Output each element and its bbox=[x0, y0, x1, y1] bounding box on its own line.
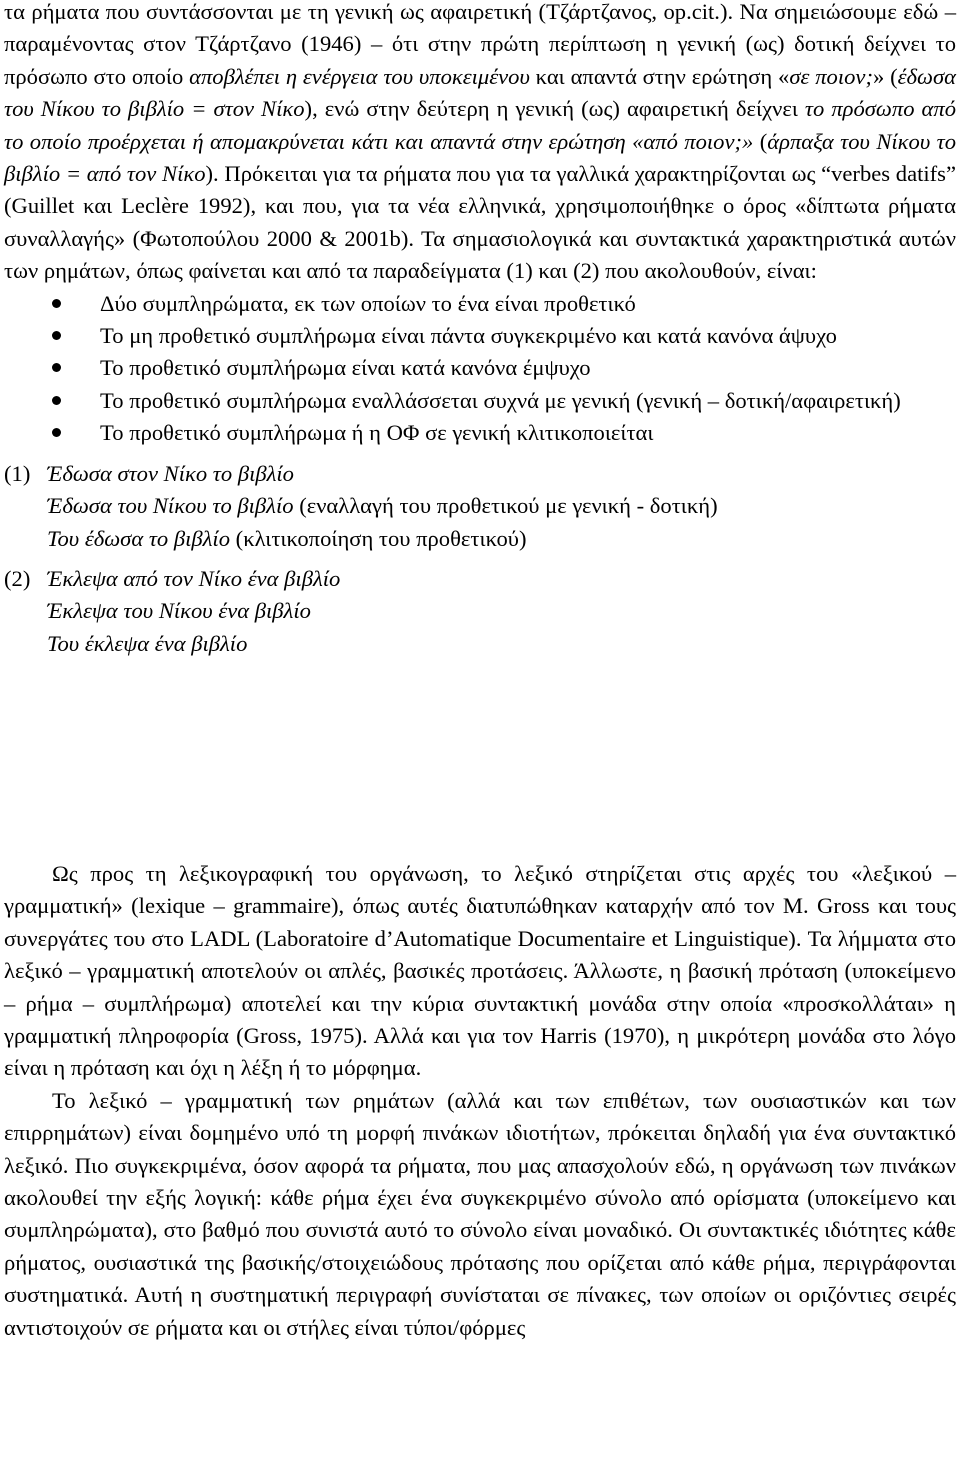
text-block-top bbox=[4, 0, 956, 660]
list-item-text: Το προθετικό συμπλήρωμα εναλλάσσεται συχνά με γενική (γενική – δοτική/αφαιρετική) bbox=[100, 387, 901, 413]
text-run: » ( bbox=[872, 63, 898, 89]
example-note: (εναλλαγή του προθετικού με γενική - δοτική) bbox=[293, 493, 718, 519]
list-item-text: Το προθετικό συμπλήρωμα είναι κατά κανόνα έμψυχο bbox=[100, 355, 591, 381]
bullet-icon bbox=[52, 331, 61, 340]
list-item-text: Δύο συμπληρώματα, εκ των οποίων το ένα είναι προθετικό bbox=[100, 290, 636, 316]
paragraph-intro bbox=[4, 0, 956, 288]
example-line bbox=[4, 628, 956, 660]
list-item bbox=[4, 385, 956, 417]
example-line bbox=[4, 523, 956, 555]
text-run: ), ενώ στην δεύτερη η γενική (ως) αφαιρετική δείχνει bbox=[304, 96, 805, 122]
example-line bbox=[4, 490, 956, 522]
example-note: (κλιτικοποίηση του προθετικού) bbox=[230, 525, 527, 551]
text-run-italic: σε ποιον; bbox=[789, 63, 873, 89]
bullet-icon bbox=[52, 428, 61, 437]
text-block-bottom bbox=[4, 858, 956, 1344]
list-item bbox=[4, 288, 956, 320]
example-line bbox=[4, 458, 956, 490]
text-run: τα ρήματα που συντάσσονται με τη γενική ως αφαιρετική (Τζάρτζανος, op.cit.). Να σημειώσουμε εδώ – παραμένοντας στον Τζάρτζανο (1946) – ότι στην πρώτη περίπτωση η γενική (ως) δοτική δείχνει το πρόσωπο στο οποίο bbox=[4, 0, 956, 89]
example-number: (2) bbox=[4, 565, 31, 591]
text-run-italic: έδωσα του Νίκου το βιβλίο = στον Νίκο bbox=[4, 63, 956, 122]
example-sentence: Του έκλεψα ένα βιβλίο bbox=[47, 630, 248, 656]
feature-list bbox=[4, 288, 956, 450]
text-run: ( bbox=[753, 128, 768, 154]
example-number: (1) bbox=[4, 460, 31, 486]
example-sentence: Του έδωσα το βιβλίο bbox=[47, 525, 231, 551]
list-item-text: Το μη προθετικό συμπλήρωμα είναι πάντα συγκεκριμένο και κατά κανόνα άψυχο bbox=[100, 323, 837, 349]
paragraph: Το λεξικό – γραμματική των ρημάτων (αλλά και των επιθέτων, των ουσιαστικών και των επιρρημάτων) είναι δομημένο υπό τη μορφή πινάκων ιδιοτήτων, πρόκειται δηλαδή για ένα συντακτικό λεξικό. Πιο συγκεκριμένα, όσον αφορά τα ρήματα, που μας απασχολούν εδώ, η οργάνωση των πινάκων ακολουθεί την εξής λογική: κάθε ρήμα έχει ένα συγκεκριμένο σύνολο από ορίσματα (υποκείμενο και συμπληρώματα), στο βαθμό που συνιστά αυτό το σύνολο είναι μοναδικό. Οι συντακτικές ιδιότητες κάθε ρήματος, ουσιαστικά της βασικής/στοιχειώδους πρότασης που ορίζεται από κάθε ρήμα, περιγράφονται συστηματικά. Αυτή η συστηματική περιγραφή συνίσταται σε πίνακες, των οποίων οι οριζόντιες σειρές αντιστοιχούν σε ρήματα και οι στήλες είναι τύποι/φόρμες bbox=[4, 1087, 956, 1340]
example-sentence: Έκλεψα του Νίκου ένα βιβλίο bbox=[47, 598, 311, 624]
list-item bbox=[4, 352, 956, 384]
paragraph: Ως προς τη λεξικογραφική του οργάνωση, το λεξικό στηρίζεται στις αρχές του «λεξικού – γραμματική» (lexique – grammaire), όπως αυτές διατυπώθηκαν καταρχήν από τον M. Gross και τους συνεργάτες του στο LADL (Laboratoire d’Automatique Documentaire et Linguistique). Τα λήμματα στο λεξικό – γραμματική αποτελούν οι απλές, βασικές προτάσεις. Άλλωστε, η βασική πρόταση (υποκείμενο – ρήμα – συμπλήρωμα) αποτελεί και την κύρια συντακτική μονάδα στην οποία «προσκολλάται» η γραμματική πληροφορία (Gross, 1975). Αλλά και για τον Harris (1970), η μικρότερη μονάδα στο λόγο είναι η πρόταση και όχι η λέξη ή το μόρφημα. bbox=[4, 861, 956, 1081]
list-item bbox=[4, 320, 956, 352]
example-1 bbox=[4, 458, 956, 555]
example-line bbox=[4, 563, 956, 595]
example-sentence: Έκλεψα από τον Νίκο ένα βιβλίο bbox=[47, 565, 341, 591]
example-2 bbox=[4, 563, 956, 660]
bullet-icon bbox=[52, 396, 61, 405]
text-run: ). Πρόκειται για τα ρήματα που για τα γαλλικά χαρακτηρίζονται ως “verbes datifs” (Guillet και Leclère 1992), και που, για τα νέα ελληνικά, χρησιμοποιήθηκε ο όρος «δίπτωτα ρήματα συναλλαγής» (Φωτοπούλου 2000 & 2001b). Τα σημασιολογικά και συντακτικά χαρακτηριστικά αυτών των ρημάτων, όπως φαίνεται και από τα παραδείγματα (1) και (2) που ακολουθούν, είναι: bbox=[4, 161, 956, 284]
bullet-icon bbox=[52, 363, 61, 372]
text-run: και απαντά στην ερώτηση « bbox=[529, 63, 790, 89]
list-item bbox=[4, 417, 956, 449]
text-run-italic: αποβλέπει η ενέργεια του υποκειμένου bbox=[189, 63, 530, 89]
example-sentence: Έδωσα στον Νίκο το βιβλίο bbox=[47, 460, 294, 486]
bullet-icon bbox=[52, 299, 61, 308]
text-run-italic: το πρόσωπο από το οποίο προέρχεται ή απομακρύνεται κάτι και απαντά στην ερώτηση «από ποιον;» bbox=[4, 96, 956, 154]
list-item-text: Το προθετικό συμπλήρωμα ή η ΟΦ σε γενική κλιτικοποιείται bbox=[100, 420, 654, 446]
example-line bbox=[4, 595, 956, 627]
text-run-italic: άρπαξα του Νίκου το βιβλίο = από τον Νίκο bbox=[4, 128, 956, 187]
example-sentence: Έδωσα του Νίκου το βιβλίο bbox=[47, 493, 294, 519]
